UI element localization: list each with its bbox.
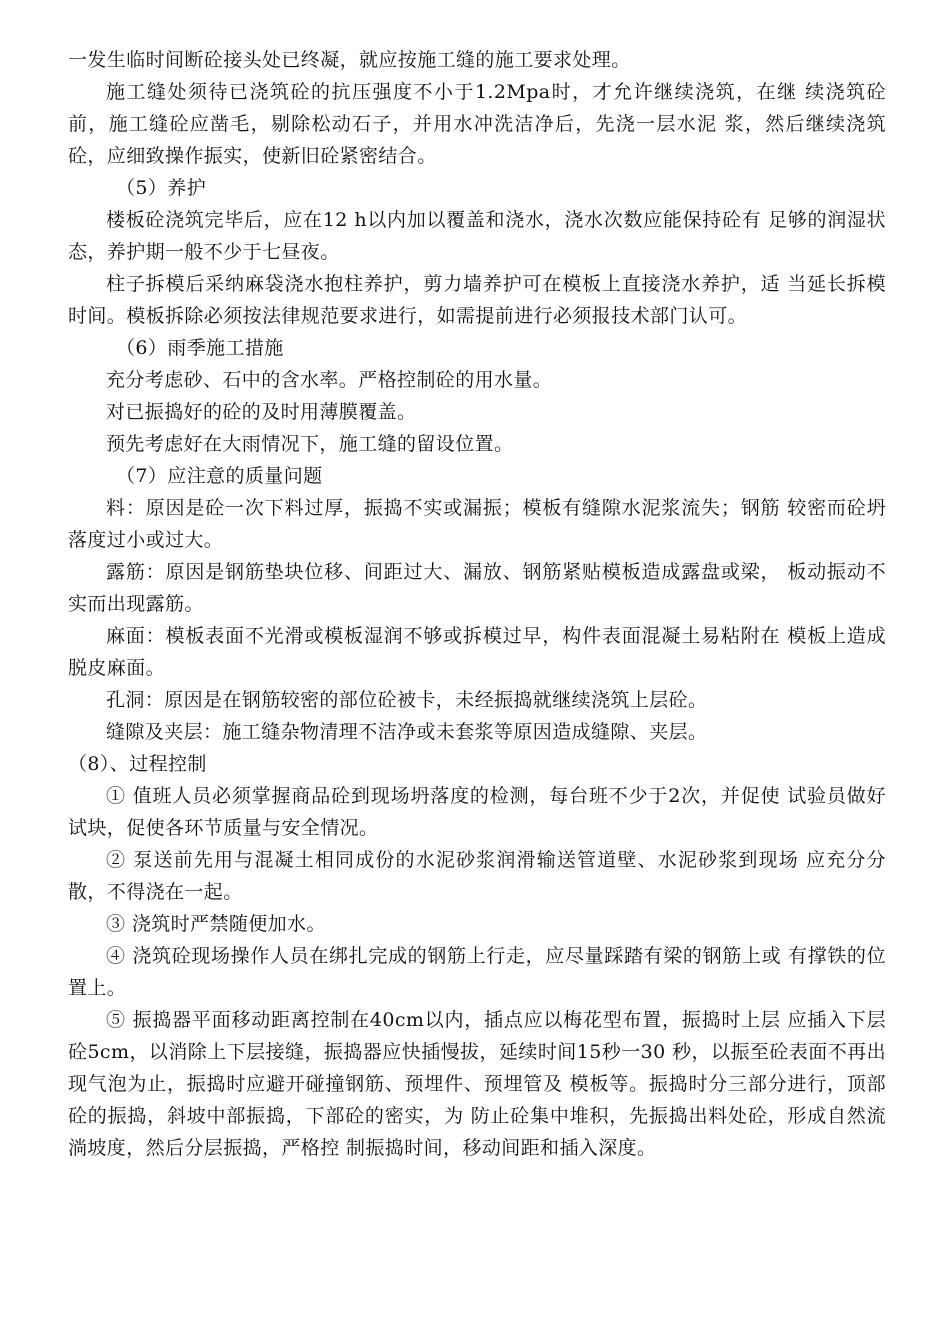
section-heading-process-control: （8）、过程控制 xyxy=(68,753,207,775)
paragraph-rain-cover: 对已振捣好的砼的及时用薄膜覆盖。 xyxy=(106,401,417,423)
list-item-4: ④ 浇筑砼现场操作人员在绑扎完成的钢筋上行走，应尽量踩踏有梁的钢筋上或 有撑铁的位置上。 xyxy=(68,945,886,999)
paragraph-pitted-surface: 麻面：模板表面不光滑或模板湿润不够或拆模过早，构件表面混凝土易粘附在 模板上造成脱皮麻面。 xyxy=(68,625,886,679)
paragraph-exposed-rebar: 露筋：原因是钢筋垫块位移、间距过大、漏放、钢筋紧贴模板造成露盘或梁， 板动振动不实而出现露筋。 xyxy=(68,561,886,615)
section-heading-quality-issues: （7）应注意的质量问题 xyxy=(116,465,323,487)
list-item-3: ③ 浇筑时严禁随便加水。 xyxy=(106,913,326,935)
paragraph-column-curing: 柱子拆模后采纳麻袋浇水抱柱养护，剪力墙养护可在模板上直接浇水养护，适 当延长拆模时间。模板拆除必须按法律规范要求进行，如需提前进行必须报技术部门认可。 xyxy=(68,273,886,327)
paragraph-honeycomb: 料：原因是砼一次下料过厚，振捣不实或漏振；模板有缝隙水泥浆流失；钢筋 较密而砼坍落度过小或过大。 xyxy=(68,497,886,551)
document-page xyxy=(68,44,886,1164)
paragraph-rain-moisture: 充分考虑砂、石中的含水率。严格控制砼的用水量。 xyxy=(106,369,553,391)
paragraph-construction-joint: 施工缝处须待已浇筑砼的抗压强度不小于1.2Mpa时，才允许继续浇筑，在继 续浇筑砼前，施工缝砼应凿毛，剔除松动石子，并用水冲洗洁净后，先浇一层水泥 浆，然后继续浇筑砼，应细致操作振实，使新旧砼紧密结合。 xyxy=(68,81,886,167)
paragraph-rain-joint: 预先考虑好在大雨情况下，施工缝的留设位置。 xyxy=(106,433,514,455)
paragraph-voids: 孔洞：原因是在钢筋较密的部位砼被卡，未经振捣就继续浇筑上层砼。 xyxy=(106,689,708,711)
paragraph-gaps-layers: 缝隙及夹层：施工缝杂物清理不洁净或未套浆等原因造成缝隙、夹层。 xyxy=(106,721,708,743)
paragraph-slab-curing: 楼板砼浇筑完毕后，应在12 h以内加以覆盖和浇水，浇水次数应能保持砼有 足够的润湿状态，养护期一般不少于七昼夜。 xyxy=(68,209,886,263)
list-item-5: ⑤ 振捣器平面移动距离控制在40cm以内，插点应以梅花型布置，振捣时上层 应插入下层砼5cm，以消除上下层接缝，振捣器应快插慢拔，延续时间15秒一30 秒，以振至砼表面不再出现气泡为止，振捣时应避开碰撞钢筋、预埋件、预埋管及 模板等。振捣时分三部分进行，顶部砼的振捣，斜坡中部振捣，下部砼的密实，为 防止砼集中堆积，先振捣出料处砼，形成自然流淌坡度，然后分层振捣，严格控 制振捣时间，移动间距和插入深度。 xyxy=(68,1009,886,1159)
section-heading-curing: （5）养护 xyxy=(116,177,207,199)
list-item-2: ② 泵送前先用与混凝土相同成份的水泥砂浆润滑输送管道壁、水泥砂浆到现场 应充分分散，不得浇在一起。 xyxy=(68,849,886,903)
section-heading-rainy-season: （6）雨季施工措施 xyxy=(116,337,284,359)
list-item-1: ① 值班人员必须掌握商品砼到现场坍落度的检测，每台班不少于2次，并促使 试验员做好试块，促使各环节质量与安全情况。 xyxy=(68,785,886,839)
paragraph-continuation: 一发生临时间断砼接头处已终凝，就应按施工缝的施工要求处理。 xyxy=(68,49,631,71)
